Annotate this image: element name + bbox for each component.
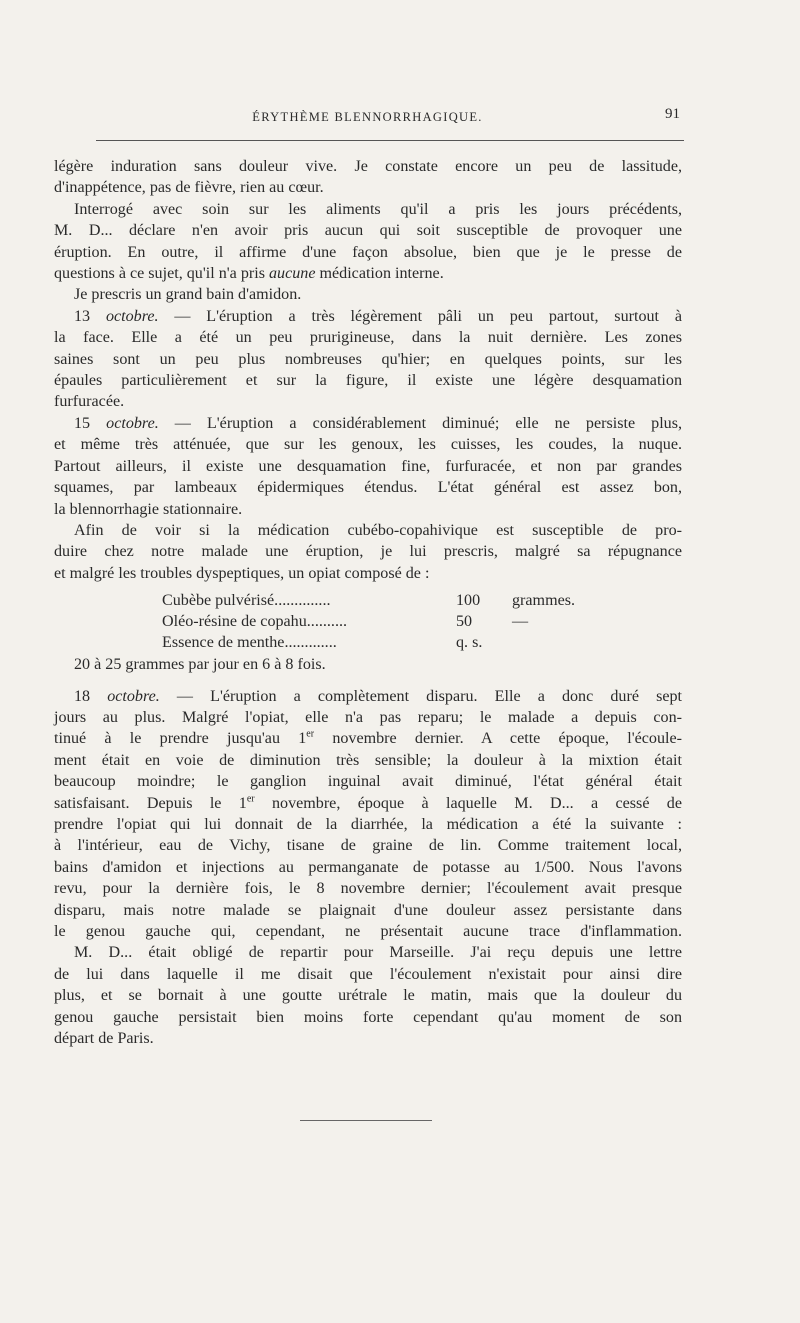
text-line: le genou gauche qui, cependant, ne présentait aucune trace d'inflammation. — [54, 923, 682, 940]
text-line: jours au plus. Malgré l'opiat, elle n'a pas reparu; le malade a depuis con- — [54, 708, 682, 726]
text-line: et malgré les troubles dyspeptiques, un opiat composé de : — [54, 564, 430, 582]
text-line: furfuracée. — [54, 393, 125, 411]
text-line: 13 octobre. — L'éruption a très légèrement pâli un peu partout, surtout à — [74, 307, 682, 325]
text-line: satisfaisant. Depuis le 1er novembre, époque à laquelle M. D... a cessé de — [54, 793, 682, 812]
text-line: Afin de voir si la médication cubébo-copahivique est susceptible de pro- — [74, 521, 682, 539]
text-line: départ de Paris. — [54, 1030, 154, 1048]
text-line: et même très atténuée, que sur les genoux, les cuisses, les coudes, la nuque. — [54, 436, 682, 454]
text-line: plus, et se bornait à une goutte urétrale le matin, mais que la douleur du — [54, 987, 682, 1005]
text-line: Partout ailleurs, il existe une desquamation fine, furfuracée, et non par grandes — [54, 457, 682, 475]
prescription-item: Oléo-résine de copahu.......... 50 — — [162, 613, 529, 631]
text-line: tinué à le prendre jusqu'au 1er novembre dernier. A cette époque, l'écoule- — [54, 728, 683, 748]
prescription-item: Essence de menthe............. q. s. — [162, 634, 483, 652]
text-line: légère induration sans douleur vive. Je constate encore un peu de lassitude, — [54, 158, 682, 175]
text-line: M. D... déclare n'en avoir pris aucun qui soit susceptible de provoquer une — [54, 222, 682, 240]
text-line: la face. Elle a été un peu prurigineuse, dans la nuit dernière. Les zones — [54, 329, 682, 347]
date: octobre. — [106, 414, 159, 432]
body-text — [54, 156, 682, 1049]
text-line: prendre l'opiat qui lui donnait de la diarrhée, la médication a été la suivante : — [54, 815, 682, 833]
text-line: genou gauche persistait bien moins forte cependant qu'au moment de son — [54, 1008, 682, 1026]
text-line: Je prescris un grand bain d'amidon. — [74, 286, 302, 304]
prescription-list — [54, 590, 682, 654]
text-line: questions à ce sujet, qu'il n'a pris aucune médication interne. — [54, 265, 444, 283]
text-line: 15 octobre. — L'éruption a considérablement diminué; elle ne persiste plus, — [74, 414, 682, 432]
emphasis: aucune — [268, 265, 316, 283]
text-line: squames, par lambeaux épidermiques étendus. L'état général est assez bon, — [54, 479, 682, 497]
text-line: ment était en voie de diminution très sensible; la douleur à la mixtion était — [54, 751, 682, 769]
dosage-line: 20 à 25 grammes par jour en 6 à 8 fois. — [74, 656, 326, 674]
date: octobre. — [105, 307, 159, 325]
text-line: à l'intérieur, eau de Vichy, tisane de graine de lin. Comme traitement local, — [54, 837, 682, 855]
text-line: 18 octobre. — L'éruption a complètement disparu. Elle a donc duré sept — [74, 687, 682, 705]
text-line: beaucoup moindre; le ganglion inguinal avait diminué, l'état général était — [54, 773, 682, 791]
text-line: Interrogé avec soin sur les aliments qu'il a pris les jours précédents, — [74, 200, 682, 218]
text-line: revu, pour la dernière fois, le 8 novembre dernier; l'écoulement avait presque — [54, 880, 682, 898]
text-line: d'inappétence, pas de fièvre, rien au cœur. — [54, 179, 324, 197]
text-line: la blennorrhagie stationnaire. — [54, 500, 243, 518]
text-line: M. D... était obligé de repartir pour Marseille. J'ai reçu depuis une lettre — [74, 944, 682, 962]
text-line: épaules particulièrement et sur la figure, il existe une légère desquamation — [54, 372, 682, 390]
text-line: de lui dans laquelle il me disait que l'écoulement n'existait pour ainsi dire — [54, 965, 682, 983]
prescription-item: Cubèbe pulvérisé.............. 100 grammes. — [162, 592, 576, 610]
page-number: 91 — [665, 106, 680, 122]
date: octobre. — [107, 687, 160, 705]
header-rule — [96, 140, 684, 141]
text-line: saines sont un peu plus nombreuses qu'hier; en quelques points, sur les — [54, 350, 682, 368]
text-line: disparu, mais notre malade se plaignait d'une douleur assez persistante dans — [54, 901, 682, 919]
text-line: éruption. En outre, il affirme d'une façon absolue, bien que je le presse de — [54, 243, 682, 261]
text-line: bains d'amidon et injections au permanganate de potasse au 1/500. Nous l'avons — [54, 858, 682, 876]
text-line: duire chez notre malade une éruption, je lui prescris, malgré sa répugnance — [54, 543, 682, 561]
running-title: ÉRYTHÈME BLENNORRHAGIQUE. — [252, 110, 483, 124]
running-header — [55, 106, 680, 126]
end-rule — [300, 1120, 432, 1121]
